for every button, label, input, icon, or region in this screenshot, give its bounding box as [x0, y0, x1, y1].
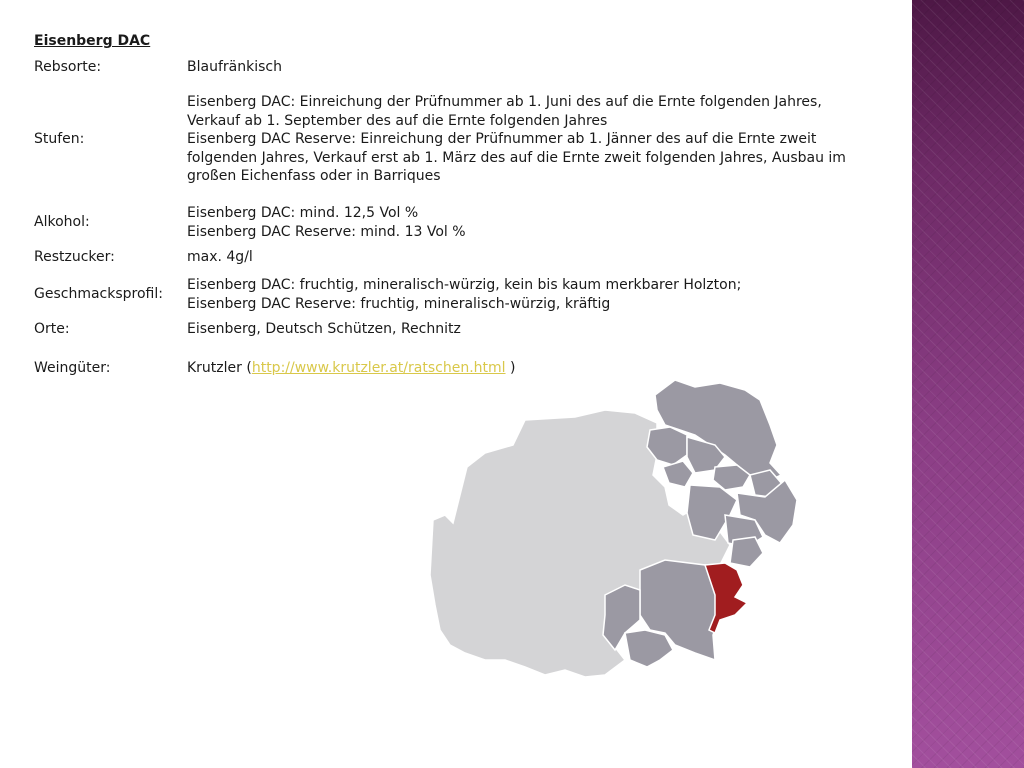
value-line: Eisenberg DAC: fruchtig, mineralisch-würzig, kein bis kaum merkbarer Holzton;	[187, 277, 742, 293]
value-line: Eisenberg, Deutsch Schützen, Rechnitz	[187, 321, 461, 337]
label-restzucker: Restzucker:	[34, 249, 115, 265]
value-line: großen Eichenfass oder in Barriques	[187, 168, 441, 184]
label-alkohol: Alkohol:	[34, 214, 90, 230]
value-line: Eisenberg DAC: mind. 12,5 Vol %	[187, 205, 419, 221]
value-orte	[187, 320, 887, 339]
winery-name: Krutzler (	[187, 360, 252, 376]
value-line: Eisenberg DAC Reserve: Einreichung der Prüfnummer ab 1. Jänner des auf die Ernte zweit	[187, 131, 817, 147]
value-line: Blaufränkisch	[187, 59, 282, 75]
value-line: Eisenberg DAC Reserve: mind. 13 Vol %	[187, 223, 466, 240]
value-line: Eisenberg DAC Reserve: fruchtig, mineralisch-würzig, kräftig	[187, 295, 611, 312]
value-line: folgenden Jahres, Verkauf erst ab 1. März des auf die Ernte zweit folgenden Jahres, Ausbau im	[187, 149, 846, 166]
value-stufen	[187, 93, 887, 186]
value-restzucker	[187, 248, 887, 267]
value-line: max. 4g/l	[187, 249, 253, 265]
page-title: Eisenberg DAC	[34, 33, 151, 49]
winery-suffix: )	[505, 360, 516, 376]
label-geschmacksprofil: Geschmacksprofil:	[34, 286, 163, 302]
decorative-purple-stripe	[912, 0, 1024, 768]
value-rebsorte	[187, 58, 887, 77]
value-geschmacksprofil	[187, 276, 887, 313]
winery-link[interactable]: http://www.krutzler.at/ratschen.html	[251, 360, 506, 376]
label-rebsorte: Rebsorte:	[34, 59, 102, 75]
label-stufen: Stufen:	[34, 131, 85, 147]
value-line: Verkauf ab 1. September des auf die Ernte folgenden Jahres	[187, 112, 608, 129]
map-region-mittelburgenland	[730, 537, 763, 567]
map-eastern-austria	[425, 375, 805, 685]
map-region-wachau	[663, 461, 693, 487]
label-orte: Orte:	[34, 321, 70, 337]
value-line: Eisenberg DAC: Einreichung der Prüfnummer ab 1. Juni des auf die Ernte folgenden Jahres,	[187, 94, 822, 110]
label-weingueter: Weingüter:	[34, 360, 111, 376]
map-region-suedsteiermark	[625, 630, 673, 667]
value-alkohol	[187, 204, 887, 241]
